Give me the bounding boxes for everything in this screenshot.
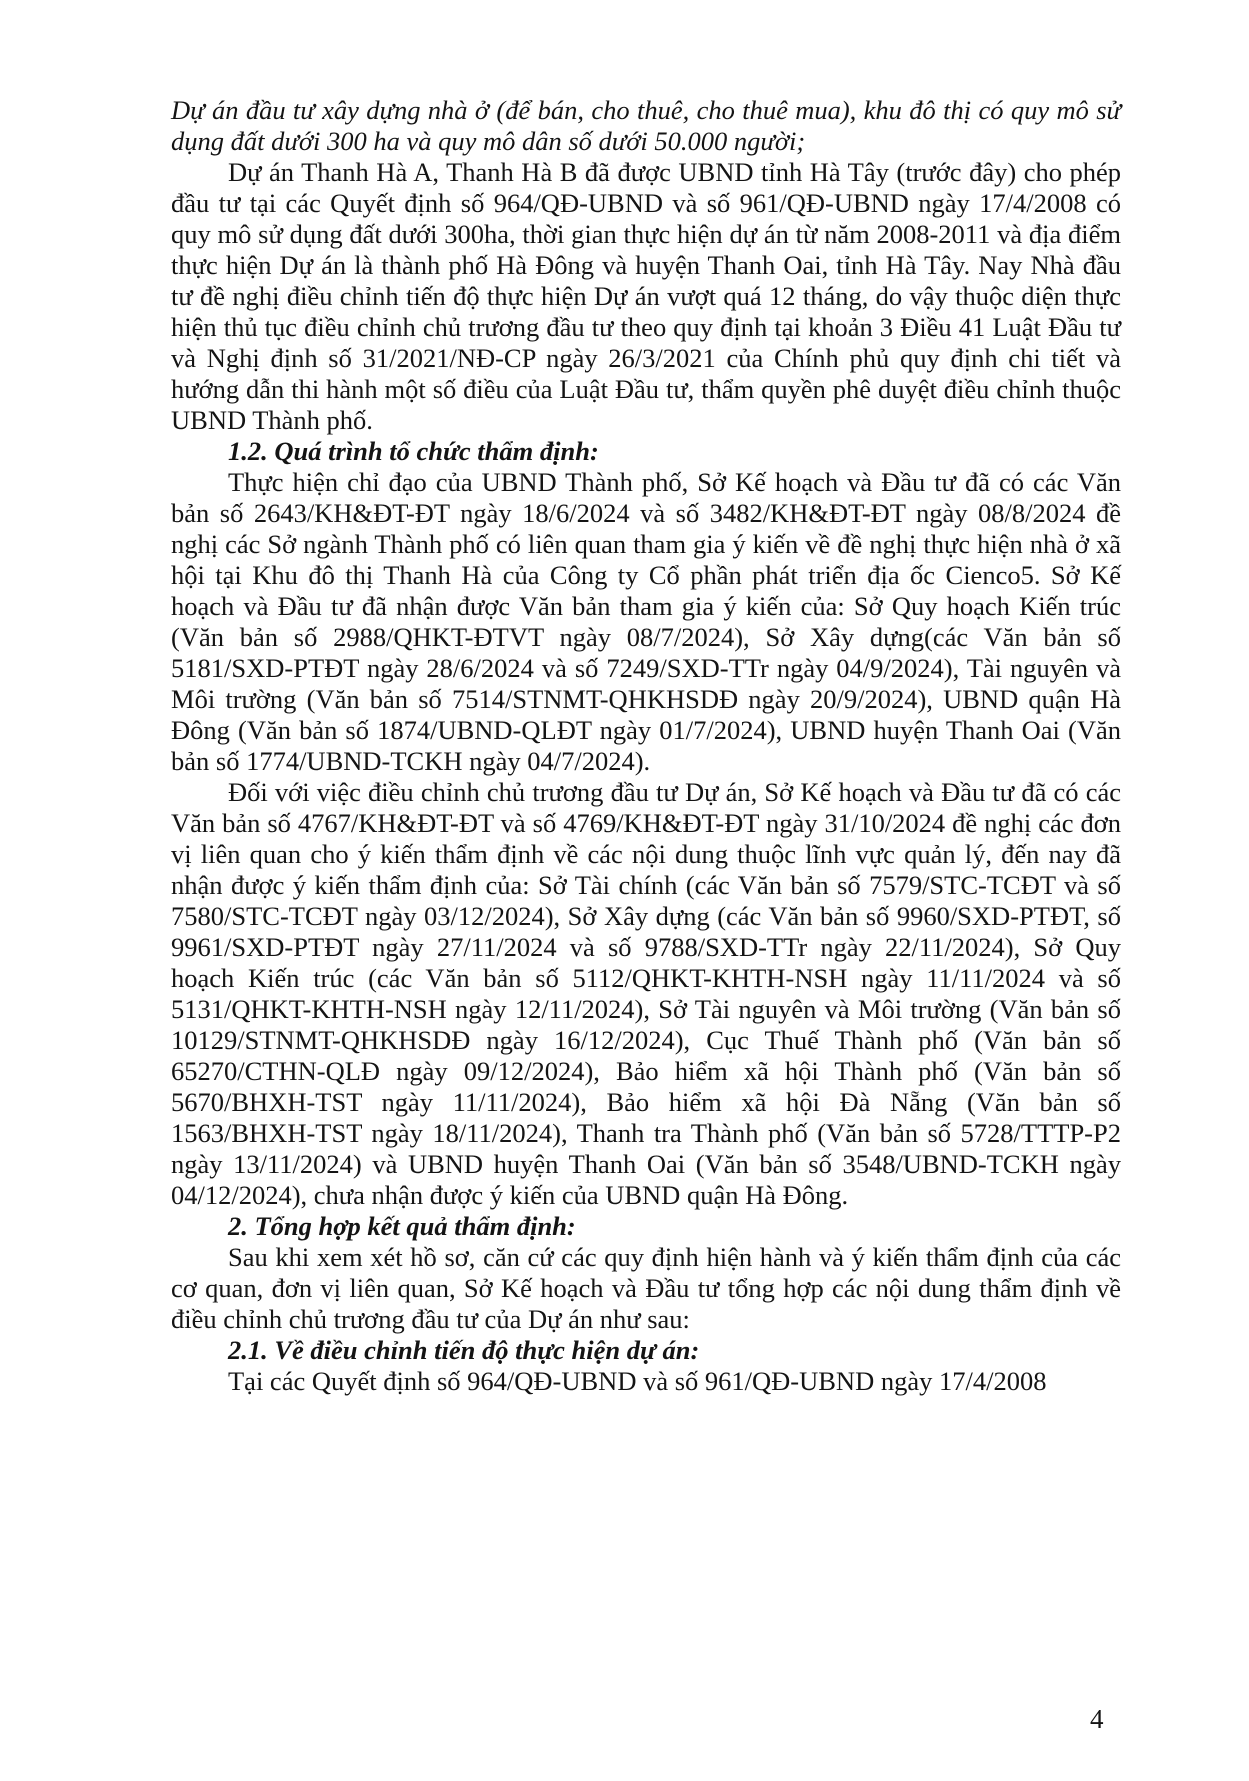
heading-schedule-adjustment: 2.1. Về điều chỉnh tiến độ thực hiện dự án: — [228, 1335, 700, 1365]
paragraph-appraisal-implementation: Thực hiện chỉ đạo của UBND Thành phố, Sở Kế hoạch và Đầu tư đã có các Văn bản số 2643/KH&ĐT-ĐT ngày 18/6/2024 và số 3482/KH&ĐT-ĐT ngày 08/8/2024 đề nghị các Sở ngành Thành phố có liên quan tham gia ý kiến về đề nghị thực hiện nhà ở xã hội tại Khu đô thị Thanh Hà của Công ty Cổ phần phát triển địa ốc Cienco5. Sở Kế hoạch và Đầu tư đã nhận được Văn bản tham gia ý kiến của: Sở Quy hoạch Kiến trúc (Văn bản số 2988/QHKT-ĐTVT ngày 08/7/2024), Sở Xây dựng(các Văn bản số 5181/SXD-PTĐT ngày 28/6/2024 và số 7249/SXD-TTr ngày 04/9/2024), Tài nguyên và Môi trường (Văn bản số 7514/STNMT-QHKHSDĐ ngày 20/9/2024), UBND quận Hà Đông (Văn bản số 1874/UBND-QLĐT ngày 01/7/2024), UBND huyện Thanh Oai (Văn bản số 1774/UBND-TCKH ngày 04/7/2024). — [171, 467, 1121, 776]
paragraph-project-scope: Dự án đầu tư xây dựng nhà ở (để bán, cho thuê, cho thuê mua), khu đô thị có quy mô sử dụng đất dưới 300 ha và quy mô dân số dưới 50.000 người; — [171, 95, 1121, 156]
paragraph-investment-adjustment: Đối với việc điều chỉnh chủ trương đầu tư Dự án, Sở Kế hoạch và Đầu tư đã có các Văn bản số 4767/KH&ĐT-ĐT và số 4769/KH&ĐT-ĐT ngày 31/10/2024 đề nghị các đơn vị liên quan cho ý kiến thẩm định về các nội dung thuộc lĩnh vực quản lý, đến nay đã nhận được ý kiến thẩm định của: Sở Tài chính (các Văn bản số 7579/STC-TCĐT và số 7580/STC-TCĐT ngày 03/12/2024), Sở Xây dựng (các Văn bản số 9960/SXD-PTĐT, số 9961/SXD-PTĐT ngày 27/11/2024 và số 9788/SXD-TTr ngày 22/11/2024), Sở Quy hoạch Kiến trúc (các Văn bản số 5112/QHKT-KHTH-NSH ngày 11/11/2024 và số 5131/QHKT-KHTH-NSH ngày 12/11/2024), Sở Tài nguyên và Môi trường (Văn bản số 10129/STNMT-QHKHSDĐ ngày 16/12/2024), Cục Thuế Thành phố (Văn bản số 65270/CTHN-QLĐ ngày 09/12/2024), Bảo hiểm xã hội Thành phố (Văn bản số 5670/BHXH-TST ngày 11/11/2024), Bảo hiểm xã hội Đà Nẵng (Văn bản số 1563/BHXH-TST ngày 18/11/2024), Thanh tra Thành phố (Văn bản số 5728/TTTP-P2 ngày 13/11/2024) và UBND huyện Thanh Oai (Văn bản số 3548/UBND-TCKH ngày 04/12/2024), chưa nhận được ý kiến của UBND quận Hà Đông. — [171, 777, 1121, 1210]
paragraph-thanh-ha-project: Dự án Thanh Hà A, Thanh Hà B đã được UBND tỉnh Hà Tây (trước đây) cho phép đầu tư tại các Quyết định số 964/QĐ-UBND và số 961/QĐ-UBND ngày 17/4/2008 có quy mô sử dụng đất dưới 300ha, thời gian thực hiện dự án từ năm 2008-2011 và địa điểm thực hiện Dự án là thành phố Hà Đông và huyện Thanh Oai, tỉnh Hà Tây. Nay Nhà đầu tư đề nghị điều chỉnh tiến độ thực hiện Dự án vượt quá 12 tháng, do vậy thuộc diện thực hiện thủ tục điều chỉnh chủ trương đầu tư theo quy định tại khoản 3 Điều 41 Luật Đầu tư và Nghị định số 31/2021/NĐ-CP ngày 26/3/2021 của Chính phủ quy định chi tiết và hướng dẫn thi hành một số điều của Luật Đầu tư, thẩm quyền phê duyệt điều chỉnh thuộc UBND Thành phố. — [171, 157, 1121, 435]
document-body — [171, 95, 1121, 1397]
heading-appraisal-summary: 2. Tổng hợp kết quả thẩm định: — [228, 1211, 576, 1241]
page-number: 4 — [1090, 1704, 1104, 1734]
heading-appraisal-process: 1.2. Quá trình tổ chức thẩm định: — [228, 436, 599, 466]
paragraph-summary-intro: Sau khi xem xét hồ sơ, căn cứ các quy định hiện hành và ý kiến thẩm định của các cơ quan, đơn vị liên quan, Sở Kế hoạch và Đầu tư tổng hợp các nội dung thẩm định về điều chỉnh chủ trương đầu tư của Dự án như sau: — [171, 1242, 1121, 1334]
paragraph-decisions-reference: Tại các Quyết định số 964/QĐ-UBND và số 961/QĐ-UBND ngày 17/4/2008 — [228, 1366, 1047, 1396]
